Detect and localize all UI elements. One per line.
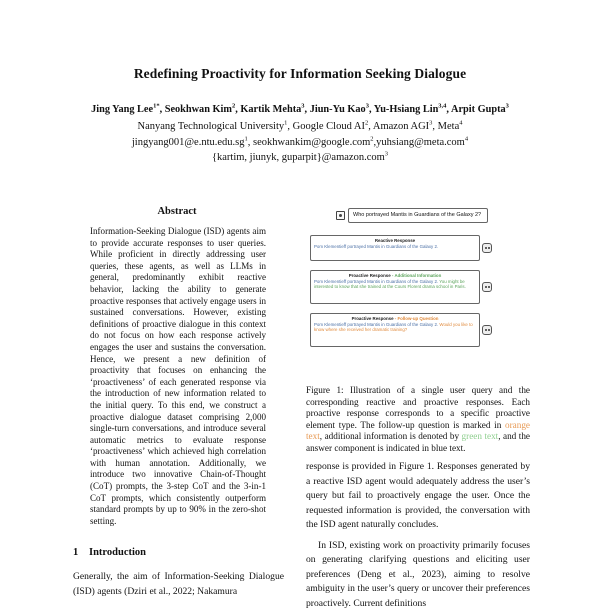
- paragraph: In ISD, existing work on proactivity primarily focuses on generating clarifying questions and eliciting user preferences (Deng et al., 2023), aiming to resolve ambiguity in the user’s query or uncover their preferences proactively. Current definitions: [306, 539, 530, 611]
- section-heading: 1 Introduction: [73, 547, 146, 558]
- paper-title: Redefining Proactivity for Information Seeking Dialogue: [0, 66, 600, 82]
- author-name: Arpit Gupta: [451, 104, 506, 115]
- author-name: Yu-Hsiang Lin: [374, 104, 439, 115]
- intro-paragraph: Generally, the aim of Information-Seeking Dialogue (ISD) agents (Dziri et al., 2022; Nakamura: [73, 570, 284, 599]
- author-name: Seokhwan Kim: [165, 104, 232, 115]
- author-list: Jing Yang Lee$^{1*}$, Seokhwan Kim$^2$, Kartik Mehta$^3$, Jiun-Yu Kao$^3$, Yu-Hsiang Lin$^{3,4}$, Arpit Gupta$^3$: [0, 104, 600, 115]
- bot-icon: [482, 243, 492, 253]
- abstract-text: Information-Seeking Dialogue (ISD) agents aim to provide accurate responses to user queries. While proficient in directly addressing user queries, these agents, as well as LLMs in general, predominantly exhibit reactive behavior, lacking the ability to generate proactive responses that actively engage users in sustained conversations. However, existing definitions of proactive dialogue in this context do not focus on how each response actively engages the user and sustains the conversation. Hence, we present a new definition of proactivity that focuses on enhancing the ‘proactiveness’ of each generated response via the introduction of new information related to the initial query. To this end, we construct a proactive dialogue dataset comprising 2,000 single-turn conversations, and introduce several automatic metrics to evaluate response ‘proactiveness’ which achieved high correlation with human annotation. Additionally, we introduce two innovative Chain-of-Thought (CoT) prompts, the 3-step CoT and the 3-in-1 CoT prompts, which consistently outperform standard prompts by up to 90% in the zero-shot setting.: [90, 226, 266, 527]
- author-name: Kartik Mehta: [240, 104, 301, 115]
- emails-line: $jingyang001@e.ntu.edu.sg^1$, seokhwankim@google.com$^2$,yuhsiang@meta.com$^4$: [0, 137, 600, 148]
- emails-line: {kartim, jiunyk, guparpit}@amazon.com$^3$: [0, 152, 600, 163]
- author-name: Jing Yang Lee: [91, 104, 153, 115]
- proactive-response-bubble: Proactive Response - Follow-up Question Pom Klementieff portrayed Mantis in Guardians of the Galaxy 2. Would you like to know where she received her dramatic training?: [310, 313, 480, 347]
- paragraph: response is provided in Figure 1. Responses generated by a reactive ISD agent would adequately address the user’s query but fail to proactively engage the user. Once the requested information is provided, the conversation with the ISD agent naturally concludes.: [306, 460, 530, 533]
- proactive-response-bubble: Proactive Response - Additional Information Pom Klementieff portrayed Mantis in Guardians of the Galaxy 2. You might be interested to know that she trained at the Cours Florent drama school in Paris.: [310, 270, 480, 304]
- user-icon: [336, 211, 345, 220]
- reactive-response-bubble: Reactive Response Pom Klementieff portrayed Mantis in Guardians of the Galaxy 2.: [310, 235, 480, 261]
- author-name: Jiun-Yu Kao: [310, 104, 366, 115]
- bot-icon: [482, 325, 492, 335]
- user-query-bubble: Who portrayed Mantis in Guardians of the Galaxy 2?: [348, 208, 488, 223]
- figure-caption: Figure 1: Illustration of a single user query and the corresponding reactive and proactive responses. Each proactive response corresponds to a specific proactive element type. The follow-up question is marked in orange text, additional information is denoted by green text, and the answer component is indicated in blue text.: [306, 385, 530, 454]
- right-column-text: [306, 460, 530, 611]
- affiliations-line: Nanyang Technological University$^1$, Google Cloud $AI^2$, Amazon AGI$^3$, Meta$^4$: [0, 121, 600, 132]
- figure-1: [300, 205, 530, 345]
- abstract-heading: Abstract: [72, 206, 282, 217]
- bot-icon: [482, 282, 492, 292]
